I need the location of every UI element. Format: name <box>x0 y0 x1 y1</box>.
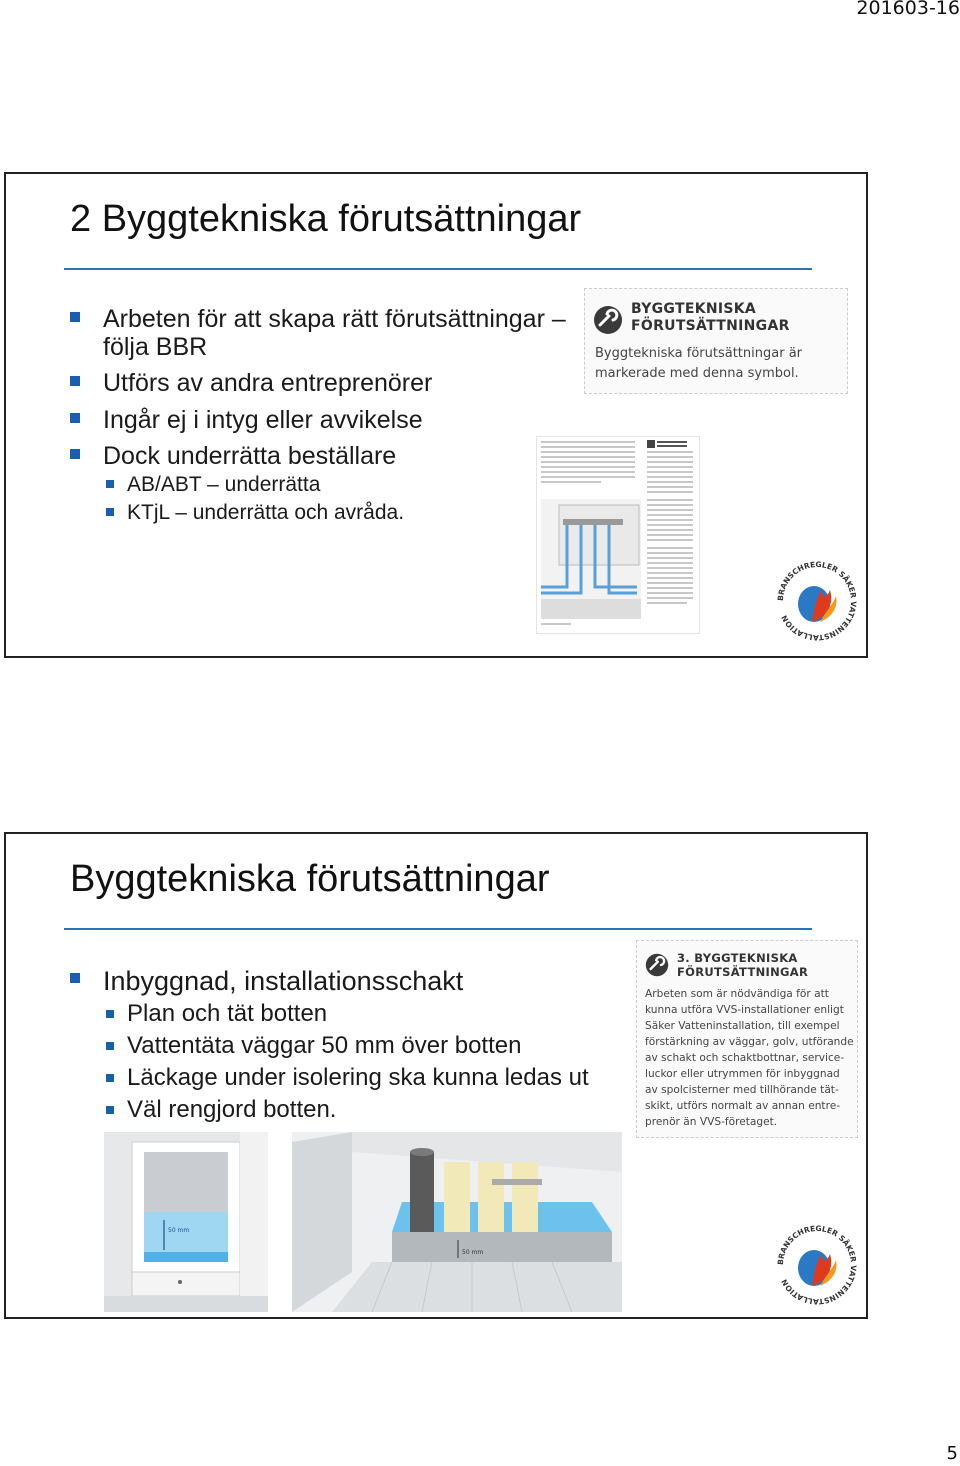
page-number: 5 <box>946 1443 958 1464</box>
bullet <box>103 305 566 333</box>
sub-bullet <box>127 472 320 498</box>
callout-header-line: 3. BYGGTEKNISKA <box>677 951 798 965</box>
slide-2 <box>4 832 868 1319</box>
wrench-symbol-icon <box>593 305 623 335</box>
bullet-square-icon <box>106 1074 114 1082</box>
bullet-text: Arbeten för att skapa rätt förutsättningar – <box>103 305 566 333</box>
sub-bullet <box>127 1033 521 1059</box>
sub-bullet-text: AB/ABT – underrätta <box>127 473 321 496</box>
branschregler-logo <box>776 560 858 642</box>
sub-bullet-text: Vattentäta väggar 50 mm över botten <box>127 1032 522 1059</box>
pipe-shaft-illustration <box>292 1132 622 1312</box>
bullet-square-icon <box>106 1042 114 1050</box>
bullet-square-icon <box>106 508 114 516</box>
callout-text-line: Säker Vatteninstallation, till exempel <box>645 1020 840 1032</box>
sub-bullet-text: KTjL – underrätta och avråda. <box>127 501 405 524</box>
handbook-page-graphic <box>537 437 699 633</box>
sub-bullet <box>127 1065 589 1091</box>
bullet-square-icon <box>106 480 114 488</box>
header-date: 201603-16 <box>856 0 960 19</box>
dimension-label: 50 mm <box>168 1227 190 1234</box>
shaft-illustration <box>104 1132 268 1312</box>
byggteknisk-callout <box>636 940 858 1138</box>
bullet <box>103 966 463 996</box>
branschregler-logo <box>776 1224 858 1306</box>
callout-header-line: FÖRUTSÄTTNINGAR <box>631 318 790 334</box>
callout-header <box>631 301 790 335</box>
sub-bullet-text: Plan och tät botten <box>127 1000 328 1027</box>
wrench-symbol-icon <box>645 953 669 977</box>
callout-text-line: skikt, utförs normalt av annan entre- <box>645 1100 841 1112</box>
slide-2-title: Byggtekniska förutsättningar <box>70 858 550 900</box>
pipe-shaft-graphic <box>292 1132 622 1312</box>
callout-text-line: av schakt och schaktbottnar, service- <box>645 1052 845 1064</box>
callout-text-line: markerade med denna symbol. <box>595 366 799 381</box>
callout-header <box>677 951 808 979</box>
bullet-text: Inbyggnad, installationsschakt <box>103 966 464 996</box>
bullet <box>103 406 423 434</box>
title-rule <box>64 268 812 270</box>
bullet-text: Utförs av andra entreprenörer <box>103 369 433 397</box>
title-rule <box>64 928 812 930</box>
sub-bullet-text: Väl rengjord botten. <box>127 1096 337 1123</box>
handbook-page-thumbnail <box>536 436 700 634</box>
logo-ring-text: BRANSCHREGLER SÄKER VATTENINSTALLATION <box>776 1224 858 1306</box>
callout-text-line: av spolcisterner med tillhörande tät- <box>645 1084 839 1096</box>
callout-text-line: luckor eller utrymmen för inbyggnad <box>645 1068 840 1080</box>
shaft-graphic <box>104 1132 268 1312</box>
sub-bullet <box>127 500 404 526</box>
callout-text-line: prenör än VVS-företaget. <box>645 1116 778 1128</box>
byggteknisk-callout <box>584 288 848 394</box>
bullet-text: Dock underrätta beställare <box>103 442 397 470</box>
bullet-square-icon <box>106 1106 114 1114</box>
bullet <box>103 369 432 397</box>
callout-header-line: BYGGTEKNISKA <box>631 301 757 317</box>
callout-text <box>595 344 802 384</box>
slide-1-title: 2 Byggtekniska förutsättningar <box>70 198 582 240</box>
bullet-square-icon <box>106 1010 114 1018</box>
bullet <box>103 442 396 470</box>
sub-bullet <box>127 1097 336 1123</box>
bullet-square-icon <box>70 973 80 983</box>
callout-text <box>645 986 854 1130</box>
logo-ring-text: BRANSCHREGLER SÄKER VATTENINSTALLATION <box>776 560 858 642</box>
bullet-square-icon <box>70 449 80 459</box>
callout-text-line: Arbeten som är nödvändiga för att <box>645 988 829 1000</box>
bullet-square-icon <box>70 413 80 423</box>
bullet-continuation <box>103 333 207 361</box>
slide-1 <box>4 172 868 658</box>
bullet-square-icon <box>70 312 80 322</box>
bullet-text: Ingår ej i intyg eller avvikelse <box>103 406 423 434</box>
sub-bullet <box>127 1001 327 1027</box>
dimension-label: 50 mm <box>462 1249 484 1256</box>
callout-text-line: förstärkning av väggar, golv, utförande <box>645 1036 854 1048</box>
sub-bullet-text: Läckage under isolering ska kunna ledas ut <box>127 1064 589 1091</box>
callout-header-line: FÖRUTSÄTTNINGAR <box>677 965 809 979</box>
bullet-square-icon <box>70 376 80 386</box>
callout-text-line: kunna utföra VVS-installationer enligt <box>645 1004 844 1016</box>
callout-text-line: Byggtekniska förutsättningar är <box>595 346 803 361</box>
bullet-text: följa BBR <box>103 333 208 361</box>
